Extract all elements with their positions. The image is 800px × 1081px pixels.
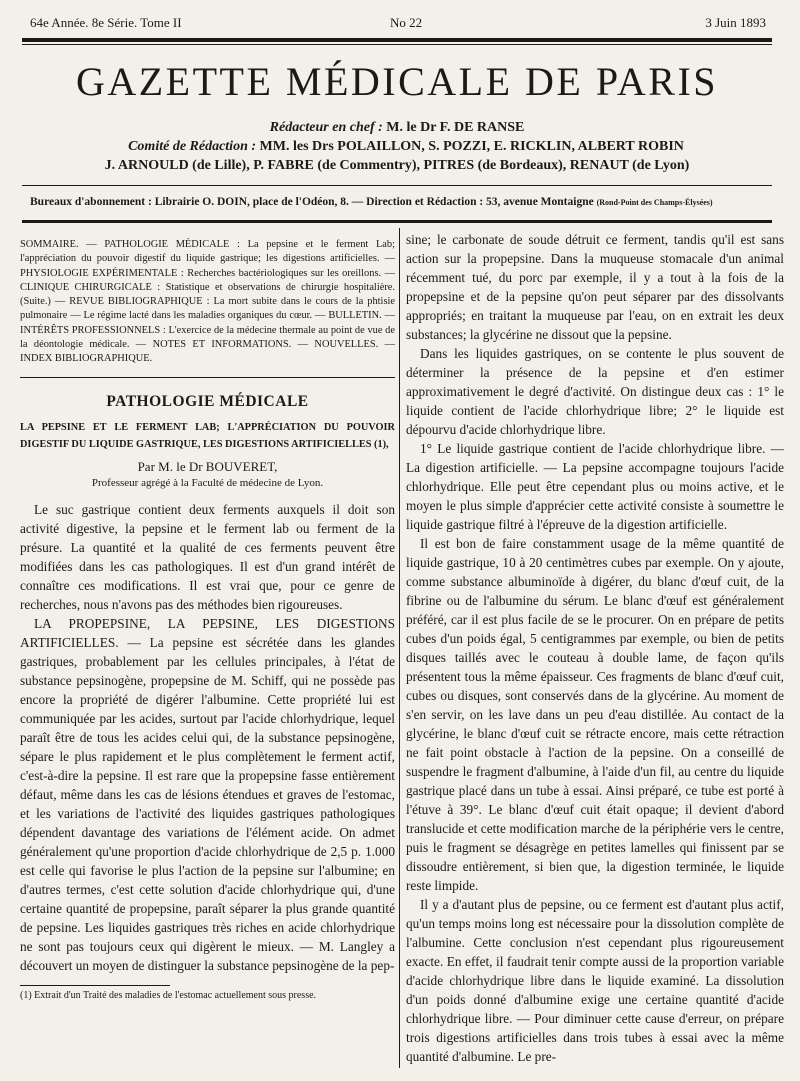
chief-editor-name: M. le Dr F. DE RANSE bbox=[386, 120, 525, 135]
right-paragraph: 1° Le liquide gastrique contient de l'acide chlorhydrique libre. — La digestion artificielle. — La pepsine accompagne toujours l'acide chlorhydrique. Elle peut être cependant plus ou moins active, et le moyen le plus simple d'apprécier cette activité consiste à soumettre le liquide gastrique filtré à l'épreuve de la digestion artificielle. bbox=[406, 441, 784, 532]
sommaire: SOMMAIRE. — PATHOLOGIE MÉDICALE : La pepsine et le ferment Lab; l'appréciation du pouvoir digestif du liquide gastrique; les digestions artificielles. — PHYSIOLOGIE EXPÉRIMENTALE : Recherches bactériologiques sur les oreillons. — CLINIQUE CHIRURGICALE : Statistique et observations de chirurgie hospitalière. (Suite.) — REVUE BIBLIOGRAPHIQUE : La mort subite dans le cours de la phtisie pulmonaire — Le régime lacté dans les maladies organiques du cœur. — BULLETIN. — INTÉRÊTS PROFESSIONNELS : L'exercice de la médecine thermale au point de vue de la déontologie médicale. — NOTES ET INFORMATIONS. — NOUVELLES. — INDEX BIBLIOGRAPHIQUE. bbox=[20, 239, 395, 365]
article-author: Par M. le Dr BOUVERET, bbox=[137, 458, 278, 474]
footnote: (1) Extrait d'un Traité des maladies de l'estomac actuellement sous presse. bbox=[20, 989, 317, 1001]
masthead-title: GAZETTE MÉDICALE DE PARIS bbox=[75, 59, 719, 104]
sommaire-rule bbox=[20, 377, 395, 378]
bureau-line bbox=[30, 196, 772, 208]
bureau-small: (Rond-Point des Champs-Élysées) bbox=[596, 198, 713, 207]
column-divider bbox=[399, 228, 400, 1068]
chief-editor-line bbox=[22, 120, 772, 136]
right-paragraph: Il est bon de faire constamment usage de la même quantité de liquide gastrique, 10 à 20 centimètres cubes par exemple. On y ajoute, comme substance albuminoïde à digérer, du blanc d'œuf cuit, de la fibrine ou de l'albumine du sérum. Le blanc d'œuf est généralement préféré, car il est plus facile de se le procurer. On en prépare de petits cubes d'un poids égal, 5 centigrammes par exemple, ou bien de petits disques taillés avec le couteau à double lame, de façon qu'ils présentent tous la même épaisseur. Ces fragments de blanc d'œuf cuit, cubes ou disques, sont conservés dans de la glycérine. Au moment de s'en servir, on les lave dans un peu d'eau distillée. Au contact de la glycérine, le blanc d'œuf cuit se rétracte encore, mais cette rétraction ne fait point obstacle à l'action de la pepsine. On a conseillé de suspendre le fragment d'albumine, à l'aide d'un fil, au centre du liquide gastrique placé dans un tube à essai. Ainsi préparé, ce tube est porté à l'étuve à 39°. Le blanc d'œuf cuit était opaque; il devient d'abord translucide et cette modification marche de la périphérie vers le centre, puis le fragment se désagrège en petites lamelles qui finissent par se dissoudre entièrement, si bien que, la digestion terminée, le liquide reste limpide. bbox=[406, 536, 784, 893]
committee-line bbox=[40, 139, 772, 155]
left-paragraph: Le suc gastrique contient deux ferments auxquels il doit son activité digestive, la pepsine et le ferment lab ou ferment de la présure. La quantité et la qualité de ces ferments peuvent être modifiées dans les cas pathologiques. Il est d'un grand intérêt de connaître ces modifications. Il est vrai que, pour ce genre de recherches, nous n'avons pas des méthodes bien rigoureuses. bbox=[20, 501, 395, 612]
right-paragraph: Il y a d'autant plus de pepsine, ou ce ferment est d'autant plus actif, qu'un temps moins long est nécessaire pour la dissolution complète de l'albumine. Cette conclusion n'est cependant plus rigoureusement exacte. En effet, il faudrait tenir compte aussi de la proportion variable d'acide chlorhydrique libre dans le liquide examiné. La dissolution d'un poids donné d'albumine exige une certaine quantité d'acide chlorhydrique libre. — Pour diminuer cette cause d'erreur, on prépare trois digestions artificielles dans trois tubes à essai avec la même quantité d'albumine. Le pre- bbox=[406, 897, 784, 1064]
committee-label: Comité de Rédaction : bbox=[128, 139, 257, 154]
top-rule bbox=[22, 38, 772, 42]
issue-date: 3 Juin 1893 bbox=[705, 15, 766, 30]
chief-editor-label: Rédacteur en chef : bbox=[269, 120, 383, 135]
right-paragraph: sine; le carbonate de soude détruit ce ferment, tandis qu'il est sans action sur la propepsine. Dans la muqueuse stomacale d'un animal récemment tué, du porc par exemple, il y a tout à la fois de la propepsine et de la pepsine qu'on peut séparer par des dissolvants appropriés; en traitant la muqueuse par l'eau, on en extrait les deux substances; la glycérine ne dissout que la pepsine. bbox=[406, 232, 784, 342]
bureau-text: Bureaux d'abonnement : Librairie O. DOIN, place de l'Odéon, 8. — Direction et Rédaction : 53, avenue Montaigne bbox=[30, 196, 594, 208]
editor-rule bbox=[22, 185, 772, 186]
edition-info: 64e Année. 8e Série. Tome II bbox=[30, 15, 182, 30]
committee-members-2: J. ARNOULD (de Lille), P. FABRE (de Commentry), PITRES (de Bordeaux), RENAUT (de Lyon) bbox=[104, 158, 690, 173]
bureau-rule bbox=[22, 220, 772, 223]
right-column bbox=[406, 230, 784, 1066]
right-paragraph: Dans les liquides gastriques, on se contente le plus souvent de déterminer la présence de la pepsine et d'en estimer approximativement le degré d'activité. On distingue deux cas : 1° le liquide contient de l'acide chlorhydrique libre; 2° le liquide est dépourvu d'acide chlorhydrique libre. bbox=[406, 346, 784, 437]
author-affiliation: Professeur agrégé à la Faculté de médecine de Lyon. bbox=[91, 476, 324, 489]
issue-number: No 22 bbox=[390, 15, 423, 30]
top-rule-thin bbox=[22, 44, 772, 45]
section-title: PATHOLOGIE MÉDICALE bbox=[106, 392, 309, 410]
article-title: LA PEPSINE ET LE FERMENT LAB; L'APPRÉCIATION DU POUVOIR DIGESTIF DU LIQUIDE GASTRIQUE, LES DIGESTIONS ARTIFICIELLES (1), bbox=[20, 421, 395, 450]
footnote-rule bbox=[20, 985, 170, 986]
left-paragraph: LA PROPEPSINE, LA PEPSINE, LES DIGESTIONS ARTIFICIELLES. — La pepsine est sécrétée dans les glandes gastriques, probablement par les cellules principales, à l'état de substance pepsinogène, propepsine de M. Schiff, qui ne possède pas encore la propriété de digérer l'albumine. Cette propriété lui est communiquée par les acides, surtout par l'acide chlorhydrique, lequel paraît être de tous les acides celui qui, de la substance pepsinogène, sépare le plus rapidement et le plus complètement le ferment actif, c'est-à-dire la pepsine. Il est rare que la propepsine fasse entièrement défaut, même dans les cas de lésions étendues et graves de l'estomac, et les variations de l'activité des liquides gastriques pathologiques dépendent davantage des variations de l'élément acide. On admet généralement qu'une proportion d'acide chlorhydrique de 2,5 p. 1.000 est celle qui favorise le plus l'action de la pepsine sur l'albumine; en d'autres termes, c'est cette solution d'acide chlorhydrique qui, d'une certaine quantité de propepsine, paraît séparer la plus grande quantité de pepsine. Les liquides gastriques très riches en acide chlorhydrique ne sont pas toujours ceux qui digèrent le mieux. — M. Langley a découvert un moyen de distinguer la substance pepsinogène de la pep- bbox=[20, 615, 395, 973]
committee-members-1: MM. les Drs POLAILLON, S. POZZI, E. RICKLIN, ALBERT ROBIN bbox=[259, 139, 684, 154]
left-column bbox=[20, 230, 395, 1002]
header-line bbox=[30, 13, 766, 33]
